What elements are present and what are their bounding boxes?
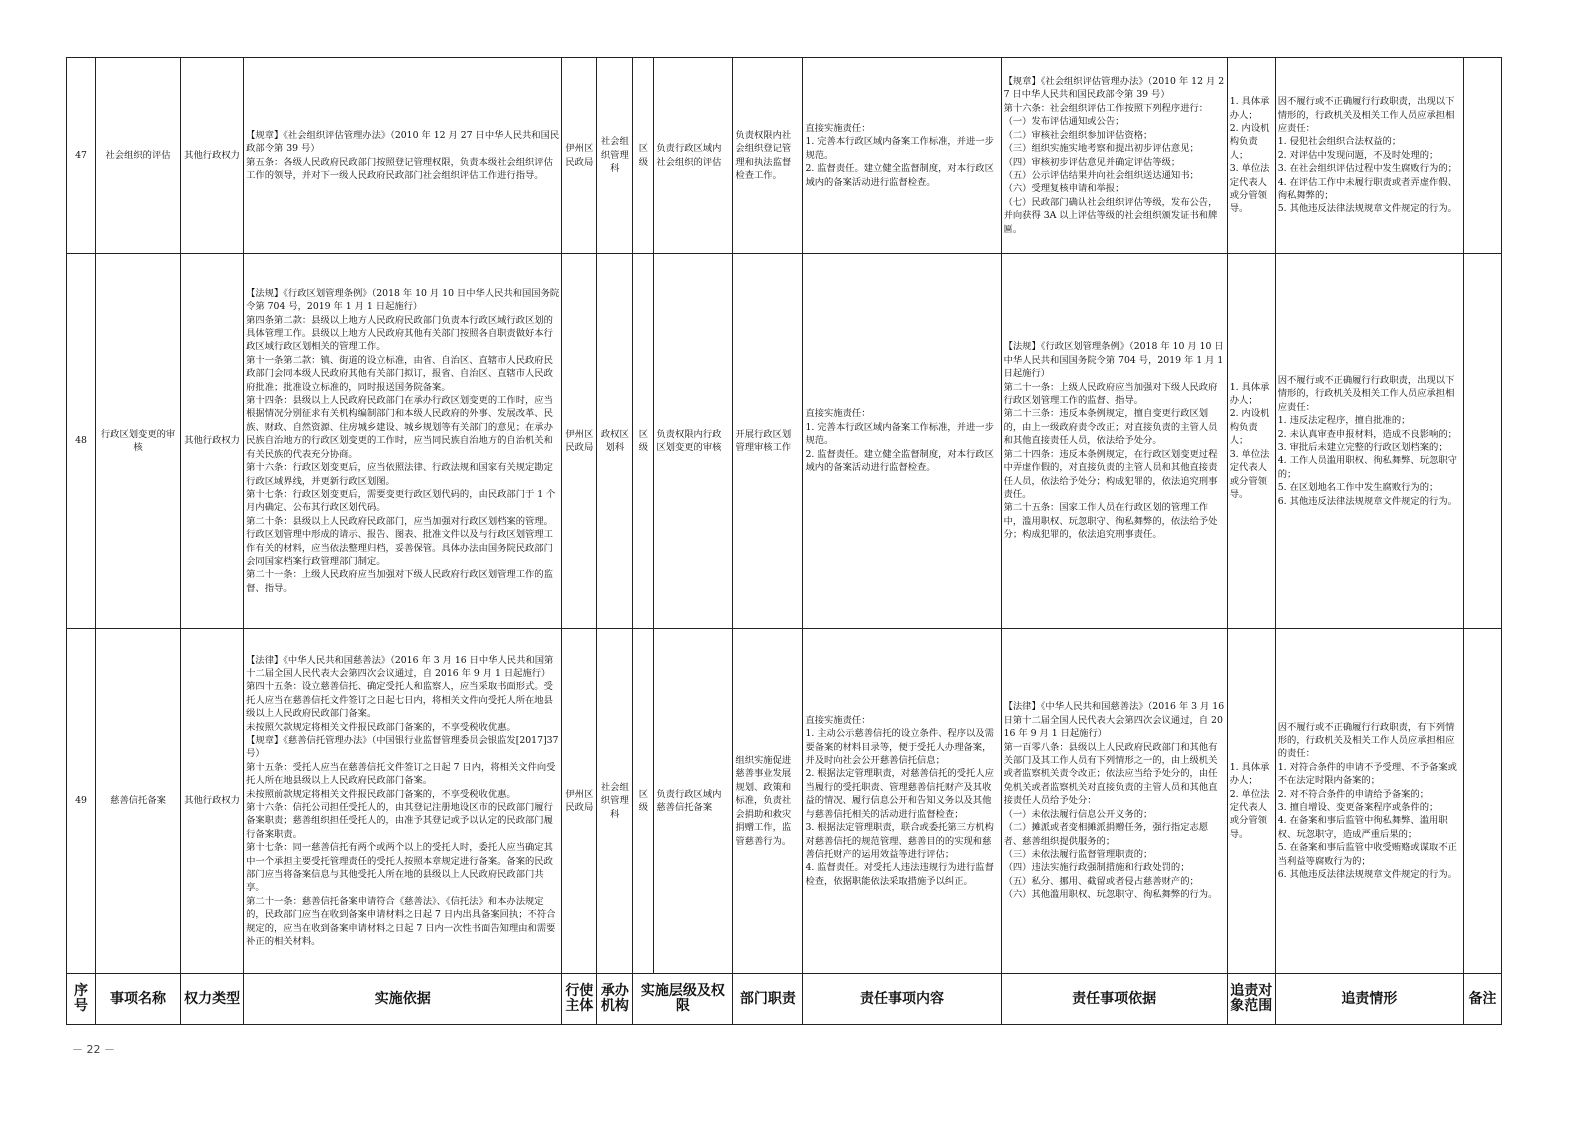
cell-level: 区级 <box>633 254 654 629</box>
cell-agency: 社会组织管理科 <box>597 58 633 254</box>
cell-basis: 【法规】《行政区划管理条例》（2018 年 10 月 10 日中华人民共和国国务院令第 704 号，2019 年 1 月 1 日起施行） 第四条第二款：县级以上地方人民政府民政部门负责本行政区域行政区划的具体管理工作。县级以上地方人民政府其他有关部门按照各自职责做好本行政区域行政区划相关的管理工作。 第十一条第二款：镇、街道的设立标准，由省、自治区、直辖市人民政府民政部门会同本级人民政府其他有关部门拟订，报省、自治区、直辖市人民政府批准；批准设立标准的，同时报送国务院备案。 第十四条：县级以上人民政府民政部门在承办行政区划变更的工作时，应当根据情况分别征求有关机构编制部门和本级人民政府的外事、发展改革、民族、财政、自然资源、住房城乡建设、城乡规划等有关部门的意见；在承办民族自治地方的行政区划变更的工作时，应当同民族自治地方的自治机关和有关民族的代表充分协商。 第十六条：行政区划变更后，应当依照法律、行政法规和国家有关规定勘定行政区域界线，并更新行政区划图。 第十七条：行政区划变更后，需要变更行政区划代码的，由民政部门于 1 个月内确定、公布其行政区划代码。 第二十条：县级以上人民政府民政部门，应当加强对行政区划档案的管理。 行政区划管理中形成的请示、报告、图表、批准文件以及与行政区划管理工作有关的材料，应当依法整理归档，妥善保管。具体办法由国务院民政部门会同国家档案行政管理部门制定。 第二十一条：上级人民政府应当加强对下级人民政府行政区划管理工作的监督、指导。 <box>244 254 562 629</box>
header-remark: 备注 <box>1463 974 1501 1025</box>
cell-authority: 负责行政区域内社会组织的评估 <box>654 58 733 254</box>
header-row <box>67 974 1502 1025</box>
cell-no: 47 <box>67 58 96 254</box>
header-no: 序号 <box>67 974 96 1025</box>
cell-type: 其他行政权力 <box>181 254 244 629</box>
table-row <box>67 254 1502 629</box>
cell-duty: 开展行政区划管理审核工作 <box>733 254 803 629</box>
cell-no: 48 <box>67 254 96 629</box>
power-list-table <box>66 57 1502 1025</box>
page-number: － 22 － <box>72 1043 115 1056</box>
header-level: 实施层级及权限 <box>633 974 733 1025</box>
cell-subject: 伊州区民政局 <box>562 58 597 254</box>
cell-name: 社会组织的评估 <box>96 58 181 254</box>
header-subject: 行使主体 <box>562 974 597 1025</box>
cell-duty: 组织实施促进慈善事业发展规划、政策和标准，负责社会捐助和救灾捐赠工作，监管慈善行为。 <box>733 629 803 974</box>
cell-target: 1. 具体承办人； 2. 内设机构负责人； 3. 单位法定代表人或分管领导。 <box>1227 254 1275 629</box>
header-resp-content: 责任事项内容 <box>803 974 1001 1025</box>
header-resp-basis: 责任事项依据 <box>1001 974 1227 1025</box>
cell-authority: 负责行政区域内慈善信托备案 <box>654 629 733 974</box>
header-type: 权力类型 <box>181 974 244 1025</box>
cell-basis: 【规章】《社会组织评估管理办法》（2010 年 12 月 27 日中华人民共和国民政部令第 39 号） 第五条：各级人民政府民政部门按照登记管理权限，负责本级社会组织评估工作的领导，并对下一级人民政府民政部门社会组织评估工作进行指导。 <box>244 58 562 254</box>
header-agency: 承办机构 <box>597 974 633 1025</box>
table-row <box>67 58 1502 254</box>
header-basis: 实施依据 <box>244 974 562 1025</box>
cell-remark <box>1463 629 1501 974</box>
cell-name: 行政区划变更的审核 <box>96 254 181 629</box>
header-target: 追责对象范围 <box>1227 974 1275 1025</box>
cell-level: 区级 <box>633 629 654 974</box>
header-situation: 追责情形 <box>1275 974 1463 1025</box>
cell-resp-basis: 【规章】《社会组织评估管理办法》（2010 年 12 月 27 日中华人民共和国民政部令第 39 号） 第十六条：社会组织评估工作按照下列程序进行： （一）发布评估通知或公告； （二）审核社会组织参加评估资格； （三）组织实施实地考察和提出初步评估意见； （四）审核初步评估意见并确定评估等级； （五）公示评估结果并向社会组织送达通知书； （六）受理复核申请和举报； （七）民政部门确认社会组织评估等级，发布公告，并向获得 3A 以上评估等级的社会组织颁发证书和牌匾。 <box>1001 58 1227 254</box>
cell-no: 49 <box>67 629 96 974</box>
cell-level: 区级 <box>633 58 654 254</box>
cell-duty: 负责权限内社会组织登记管理和执法监督检查工作。 <box>733 58 803 254</box>
cell-subject: 伊州区民政局 <box>562 254 597 629</box>
cell-agency: 政权区划科 <box>597 254 633 629</box>
cell-target: 1. 具体承办人； 2. 单位法定代表人或分管领导。 <box>1227 629 1275 974</box>
cell-resp-content: 直接实施责任： 1. 主动公示慈善信托的设立条件、程序以及需要备案的材料目录等，便于受托人办理备案，并及时向社会公开慈善信托信息； 2. 根据法定管理职责，对慈善信托的受托人应当履行的受托职责、管理慈善信托财产及其收益的情况、履行信息公开和告知义务以及其他与慈善信托相关的活动进行监督检查； 3. 根据法定管理职责，联合或委托第三方机构对慈善信托的规范管理、慈善目的的实现和慈善信托财产的运用效益等进行评估； 4. 监督责任。对受托人违法违规行为进行监督检查，依据职能依法采取措施予以纠正。 <box>803 629 1001 974</box>
cell-type: 其他行政权力 <box>181 629 244 974</box>
cell-situation: 因不履行或不正确履行行政职责，有下列情形的，行政机关及相关工作人员应承担相应的责任： 1. 对符合条件的申请不予受理、不予备案或不在法定时限内备案的； 2. 对不符合条件的申请给予备案的； 3. 擅自增设、变更备案程序或条件的； 4. 在备案和事后监管中徇私舞弊、滥用职权、玩忽职守，造成严重后果的； 5. 在备案和事后监管中收受贿赂或谋取不正当利益等腐败行为的； 6. 其他违反法律法规规章文件规定的行为。 <box>1275 629 1463 974</box>
cell-basis: 【法律】《中华人民共和国慈善法》（2016 年 3 月 16 日中华人民共和国第十二届全国人民代表大会第四次会议通过，自 2016 年 9 月 1 日起施行） 第四十五条：设立慈善信托、确定受托人和监察人，应当采取书面形式。受托人应当在慈善信托文件签订之日起七日内，将相关文件向受托人所在地县级以上人民政府民政部门备案。 未按照欠款规定将相关文件报民政部门备案的，不享受税收优惠。 【规章】《慈善信托管理办法》（中国银行业监督管理委员会银监发[2017]37 号） 第十五条：受托人应当在慈善信托文件签订之日起 7 日内，将相关文件向受托人所在地县级以上人民政府民政部门备案。 未按照前款规定将相关文件报民政部门备案的，不享受税收优惠。 第十六条：信托公司担任受托人的，由其登记注册地设区市的民政部门履行备案职责；慈善组织担任受托人的，由准予其登记或予以认定的民政部门履行备案职责。 第十七条：同一慈善信托有两个或两个以上的受托人时，委托人应当确定其中一个承担主要受托管理责任的受托人按照本章规定进行备案。备案的民政部门应当将备案信息与其他受托人所在地的县级以上人民政府民政部门共享。 第二十一条：慈善信托备案申请符合《慈善法》、《信托法》和本办法规定的，民政部门应当在收到备案申请材料之日起 7 日内出具备案回执；不符合规定的，应当在收到备案申请材料之日起 7 日内一次性书面告知理由和需要补正的相关材料。 <box>244 629 562 974</box>
header-name: 事项名称 <box>96 974 181 1025</box>
cell-name: 慈善信托备案 <box>96 629 181 974</box>
cell-remark <box>1463 254 1501 629</box>
cell-resp-content: 直接实施责任： 1. 完善本行政区域内备案工作标准，并进一步规范。 2. 监督责任。建立健全监督制度，对本行政区域内的备案活动进行监督检查。 <box>803 58 1001 254</box>
cell-type: 其他行政权力 <box>181 58 244 254</box>
cell-resp-basis: 【法律】《中华人民共和国慈善法》（2016 年 3 月 16 日第十二届全国人民代表大会第四次会议通过，自 2016 年 9 月 1 日起施行） 第一百零八条：县级以上人民政府民政部门和其他有关部门及其工作人员有下列情形之一的，由上级机关或者监察机关责令改正；依法应当给予处分的，由任免机关或者监察机关对直接负责的主管人员和其他直接责任人员给予处分： （一）未依法履行信息公开义务的； （二）摊派或者变相摊派捐赠任务，强行指定志愿者、慈善组织提供服务的； （三）未依法履行监督管理职责的； （四）违法实施行政强制措施和行政处罚的； （五）私分、挪用、截留或者侵占慈善财产的； （六）其他滥用职权、玩忽职守、徇私舞弊的行为。 <box>1001 629 1227 974</box>
cell-situation: 因不履行或不正确履行行政职责，出现以下情形的，行政机关及相关工作人员应承担相应责任： 1. 侵犯社会组织合法权益的； 2. 对评估中发现问题，不及时处理的； 3. 在社会组织评估过程中发生腐败行为的； 4. 在评估工作中未履行职责或者弄虚作假、徇私舞弊的； 5. 其他违反法律法规规章文件规定的行为。 <box>1275 58 1463 254</box>
cell-situation: 因不履行或不正确履行行政职责，出现以下情形的，行政机关及相关工作人员应承担相应责任： 1. 违反法定程序，擅自批准的； 2. 未认真审查申报材料，造成不良影响的； 3. 审批后未建立完整的行政区划档案的； 4. 工作人员滥用职权、徇私舞弊、玩忽职守的； 5. 在区划地名工作中发生腐败行为的； 6. 其他违反法律法规规章文件规定的行为。 <box>1275 254 1463 629</box>
header-duty: 部门职责 <box>733 974 803 1025</box>
cell-subject: 伊州区民政局 <box>562 629 597 974</box>
cell-remark <box>1463 58 1501 254</box>
cell-authority: 负责权限内行政区划变更的审核 <box>654 254 733 629</box>
cell-target: 1. 具体承办人； 2. 内设机构负责人； 3. 单位法定代表人或分管领导。 <box>1227 58 1275 254</box>
cell-agency: 社会组织管理科 <box>597 629 633 974</box>
table-row <box>67 629 1502 974</box>
cell-resp-basis: 【法规】《行政区划管理条例》（2018 年 10 月 10 日中华人民共和国国务院令第 704 号，2019 年 1 月 1 日起施行） 第二十一条：上级人民政府应当加强对下级人民政府行政区划管理工作的监督、指导。 第二十三条：违反本条例规定，擅自变更行政区划的，由上一级政府责令改正；对直接负责的主管人员和其他直接责任人员，依法给予处分。 第二十四条：违反本条例规定，在行政区划变更过程中弄虚作假的，对直接负责的主管人员和其他直接责任人员，依法给予处分；构成犯罪的，依法追究刑事责任。 第二十五条：国家工作人员在行政区划的管理工作中，滥用职权、玩忽职守、徇私舞弊的，依法给予处分；构成犯罪的，依法追究刑事责任。 <box>1001 254 1227 629</box>
cell-resp-content: 直接实施责任： 1. 完善本行政区域内备案工作标准，并进一步规范。 2. 监督责任。建立健全监督制度，对本行政区域内的备案活动进行监督检查。 <box>803 254 1001 629</box>
